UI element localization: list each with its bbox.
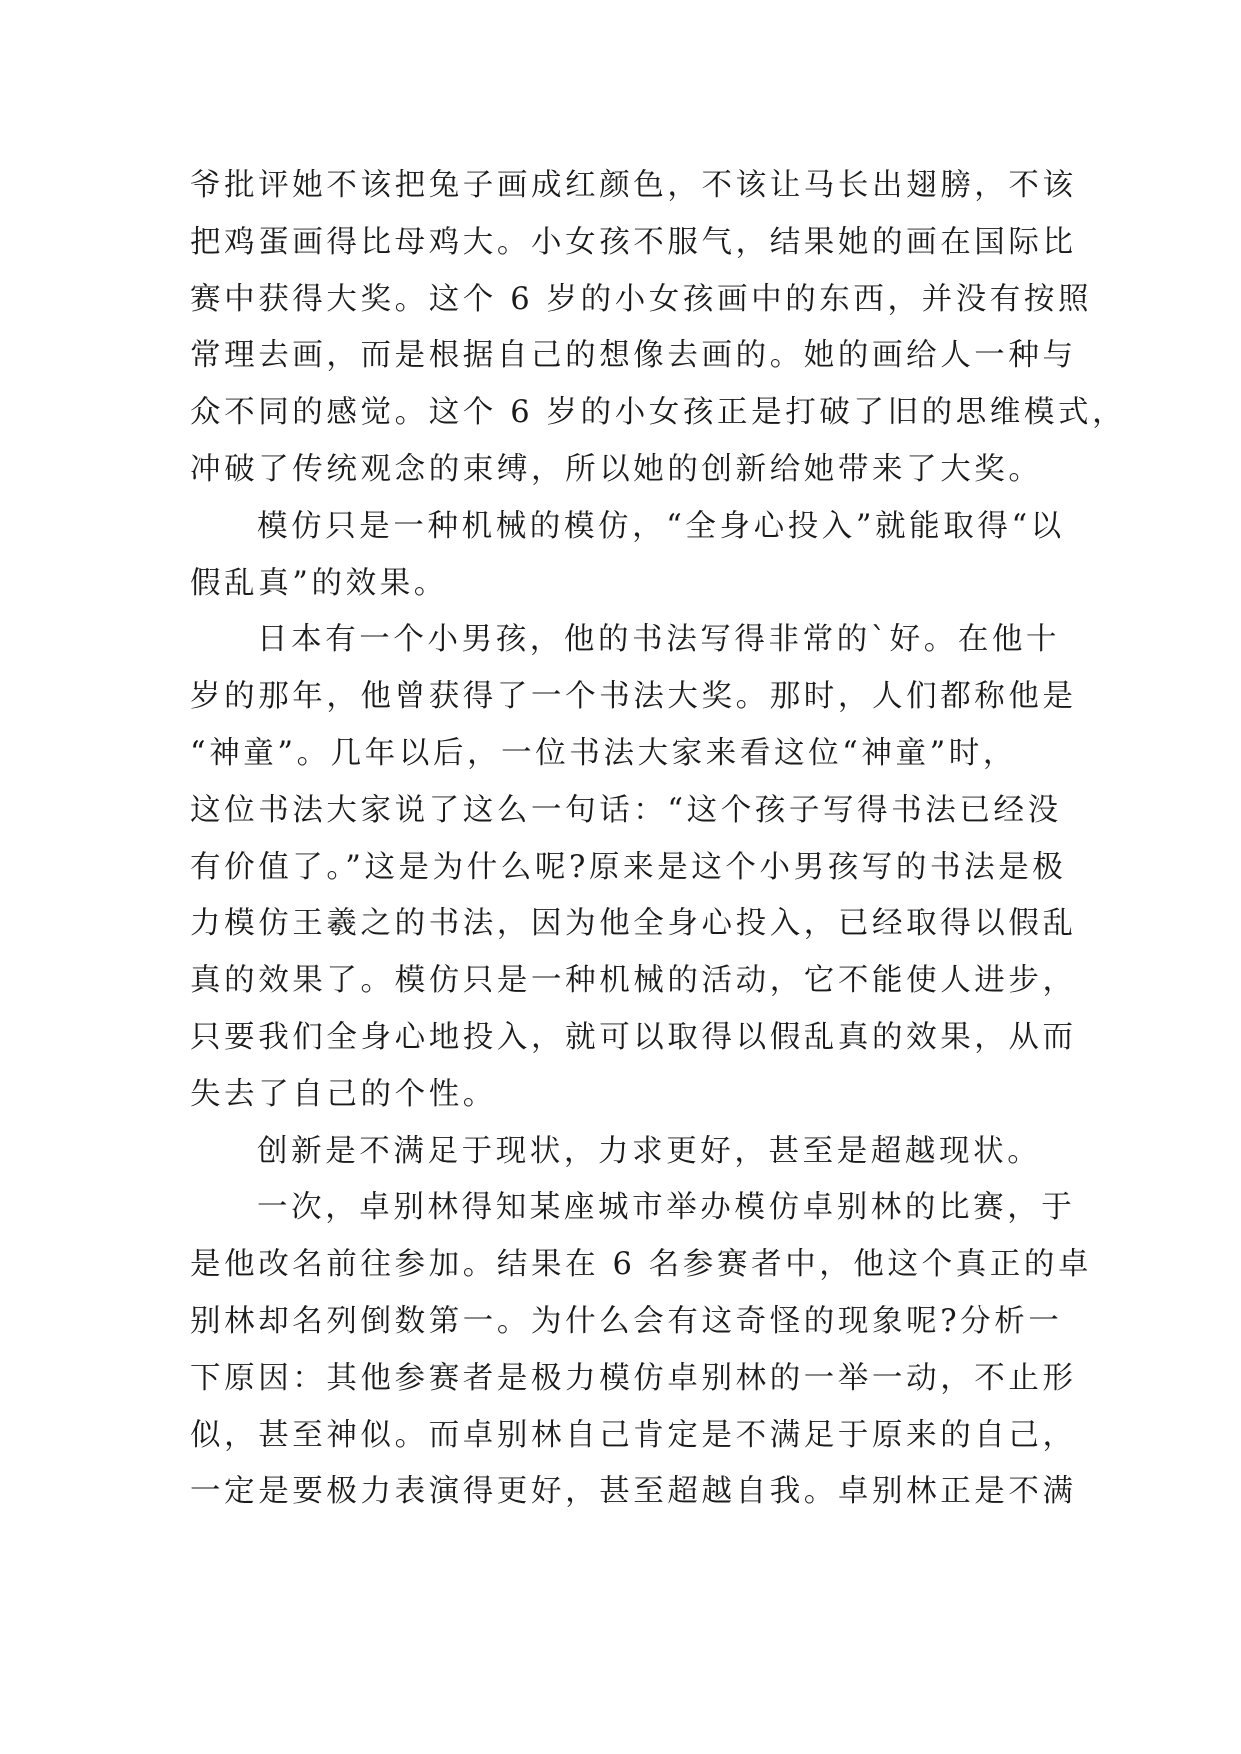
- text-line: 岁的那年，他曾获得了一个书法大奖。那时，人们都称他是: [190, 679, 1077, 715]
- body-text: [190, 158, 1127, 1521]
- text-line: 有价值了。”这是为什么呢?原来是这个小男孩写的书法是极: [190, 849, 1067, 885]
- paragraph-1: [190, 158, 1127, 499]
- text-line: “神童”。几年以后，一位书法大家来看这位“神童”时，: [190, 735, 1017, 771]
- paragraph-3: [190, 612, 1077, 1123]
- text-line: 似，甚至神似。而卓别林自己肯定是不满足于原来的自己，: [190, 1417, 1077, 1453]
- text-line: 把鸡蛋画得比母鸡大。小女孩不服气，结果她的画在国际比: [190, 224, 1077, 260]
- text-line: 日本有一个小男孩，他的书法写得非常的`好。在他十: [257, 622, 1061, 658]
- text-line: 冲破了传统观念的束缚，所以她的创新给她带来了大奖。: [190, 451, 1043, 487]
- text-line: 创新是不满足于现状，力求更好，甚至是超越现状。: [257, 1133, 1042, 1169]
- text-line: 下原因：其他参赛者是极力模仿卓别林的一举一动，不止形: [190, 1360, 1077, 1396]
- text-line: 力模仿王羲之的书法，因为他全身心投入，已经取得以假乱: [190, 906, 1077, 942]
- text-line: 这位书法大家说了这么一句话：“这个孩子写得书法已经没: [190, 792, 1062, 828]
- paragraph-4: [190, 1124, 1070, 1181]
- text-line: 别林却名列倒数第一。为什么会有这奇怪的现象呢?分析一: [190, 1303, 1063, 1339]
- text-line: 假乱真”的效果。: [190, 565, 448, 601]
- text-line: 是他改名前往参加。结果在 6 名参赛者中，他这个真正的卓: [190, 1247, 1093, 1283]
- text-line: 常理去画，而是根据自己的想像去画的。她的画给人一种与: [190, 338, 1077, 374]
- paragraph-5: [190, 1180, 1093, 1521]
- text-line: 众不同的感觉。这个 6 岁的小女孩正是打破了旧的思维模式，: [190, 395, 1127, 431]
- text-line: 失去了自己的个性。: [190, 1076, 497, 1112]
- text-line: 真的效果了。模仿只是一种机械的活动，它不能使人进步，: [190, 963, 1077, 999]
- paragraph-2: [190, 499, 1070, 613]
- text-line: 只要我们全身心地投入，就可以取得以假乱真的效果，从而: [190, 1019, 1077, 1055]
- text-line: 赛中获得大奖。这个 6 岁的小女孩画中的东西，并没有按照: [190, 281, 1093, 317]
- text-line: 一定是要极力表演得更好，甚至超越自我。卓别林正是不满: [190, 1474, 1077, 1510]
- text-line: 爷批评她不该把兔子画成红颜色，不该让马长出翅膀，不该: [190, 168, 1077, 203]
- text-line: 一次，卓别林得知某座城市举办模仿卓别林的比赛，于: [257, 1190, 1076, 1226]
- text-line: 模仿只是一种机械的模仿，“全身心投入”就能取得“以: [257, 508, 1065, 544]
